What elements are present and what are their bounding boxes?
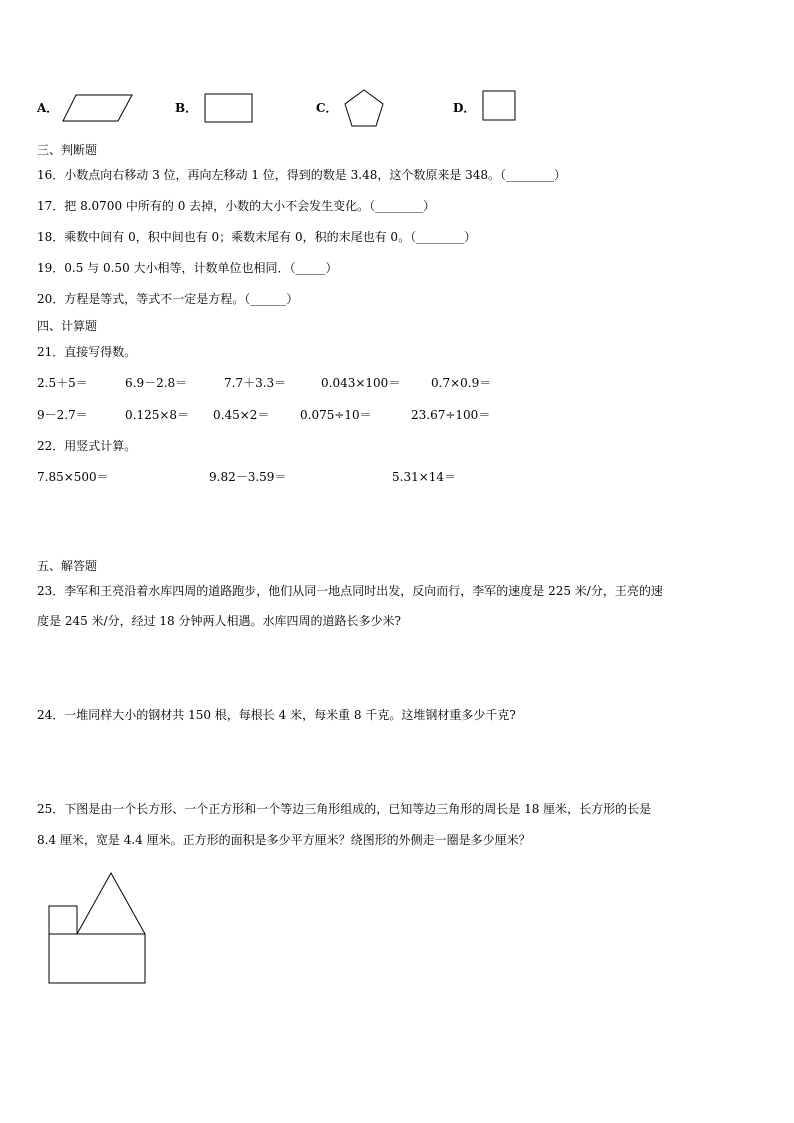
question-18: 18．乘数中间有 0，积中间也有 0；乘数末尾有 0，积的末尾也有 0。（________）	[37, 230, 477, 244]
option-c-label: C．	[316, 101, 338, 115]
question-25-line2: 8.4 厘米，宽是 4.4 厘米。正方形的面积是多少平方厘米？绕图形的外侧走一圈是多少厘米？	[37, 833, 531, 847]
question-23-line1: 23．李军和王亮沿着水库四周的道路跑步，他们从同一地点同时出发，反向而行，李军的速度是 225 米/分，王亮的速	[37, 584, 663, 598]
calc-item: 0.125×8＝	[125, 408, 190, 422]
calc-item: 0.075÷10＝	[300, 408, 372, 422]
calc-item: 7.7＋3.3＝	[224, 376, 287, 390]
question-16: 16．小数点向右移动 3 位，再向左移动 1 位，得到的数是 3.48，这个数原来是 348。（________）	[37, 168, 567, 182]
section-title-judgement: 三、判断题	[37, 143, 98, 157]
vertical-calc-item: 7.85×500＝	[37, 470, 109, 484]
pentagon-shape	[343, 88, 385, 128]
question-19: 19．0.5 与 0.50 大小相等，计数单位也相同．（_____）	[37, 261, 338, 275]
vertical-calc-item: 5.31×14＝	[392, 470, 457, 484]
question-21: 21．直接写得数。	[37, 345, 137, 359]
question-20: 20．方程是等式，等式不一定是方程。（______）	[37, 292, 299, 306]
calc-item: 23.67÷100＝	[411, 408, 491, 422]
calc-item: 0.7×0.9＝	[431, 376, 492, 390]
option-d-label: D．	[453, 101, 476, 115]
calc-item: 9－2.7＝	[37, 408, 88, 422]
calc-item: 0.043×100＝	[321, 376, 401, 390]
calc-item: 0.45×2＝	[213, 408, 270, 422]
question-17: 17．把 8.0700 中所有的 0 去掉，小数的大小不会发生变化。（________）	[37, 199, 436, 213]
option-a-label: A．	[37, 101, 59, 115]
question-22: 22．用竖式计算。	[37, 439, 137, 453]
question-24: 24．一堆同样大小的钢材共 150 根，每根长 4 米，每米重 8 千克。这堆钢材重多少千克?	[37, 708, 516, 722]
square-shape	[482, 90, 517, 122]
option-b-label: B．	[175, 101, 198, 115]
calc-item: 2.5＋5＝	[37, 376, 88, 390]
parallelogram-shape	[62, 94, 134, 122]
section-title-calculation: 四、计算题	[37, 319, 98, 333]
vertical-calc-item: 9.82－3.59＝	[209, 470, 287, 484]
question-23-line2: 度是 245 米/分，经过 18 分钟两人相遇。水库四周的道路长多少米?	[37, 614, 401, 628]
section-title-word-problems: 五、解答题	[37, 559, 98, 573]
rectangle-shape	[204, 93, 254, 124]
question-25-line1: 25．下图是由一个长方形、一个正方形和一个等边三角形组成的，已知等边三角形的周长是 18 厘米，长方形的长是	[37, 802, 652, 816]
calc-item: 6.9－2.8＝	[125, 376, 188, 390]
composite-figure	[44, 868, 152, 988]
